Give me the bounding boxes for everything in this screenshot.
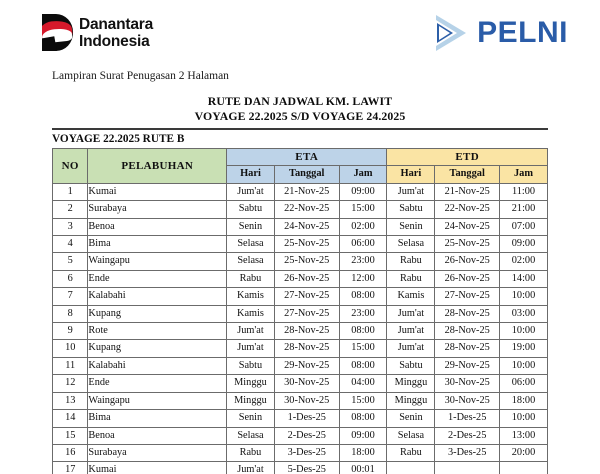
table-row [53,357,548,374]
cell-etd-tanggal: 29-Nov-25 [435,357,500,374]
cell-eta-tanggal: 25-Nov-25 [274,253,339,270]
cell-no: 4 [53,236,88,253]
cell-pelabuhan: Waingapu [88,392,227,409]
table-row [53,270,548,287]
cell-pelabuhan: Bima [88,410,227,427]
cell-etd-tanggal: 26-Nov-25 [435,270,500,287]
cell-no: 8 [53,305,88,322]
cell-etd-hari: Sabtu [387,201,435,218]
cell-eta-jam: 23:00 [339,253,387,270]
table-row [53,183,548,200]
table-row [53,427,548,444]
column-header-no: NO [53,149,88,184]
cell-eta-tanggal: 24-Nov-25 [274,218,339,235]
table-row [53,375,548,392]
cell-eta-tanggal: 3-Des-25 [274,444,339,461]
cell-eta-hari: Senin [227,410,275,427]
cell-etd-jam: 10:00 [500,288,548,305]
cell-no: 13 [53,392,88,409]
column-header-eta-hari: Hari [227,166,275,183]
page-title-line2: VOYAGE 22.2025 S/D VOYAGE 24.2025 [194,108,406,123]
cell-no: 5 [53,253,88,270]
cell-etd-hari: Jum'at [387,305,435,322]
cell-etd-jam: 09:00 [500,236,548,253]
cell-etd-jam: 10:00 [500,357,548,374]
cell-etd-jam [500,462,548,474]
table-row [53,253,548,270]
cell-eta-tanggal: 28-Nov-25 [274,323,339,340]
cell-etd-hari: Kamis [387,288,435,305]
cell-no: 1 [53,183,88,200]
cell-eta-tanggal: 26-Nov-25 [274,270,339,287]
cell-no: 7 [53,288,88,305]
cell-etd-hari: Senin [387,410,435,427]
column-header-eta-tanggal: Tanggal [274,166,339,183]
cell-eta-hari: Selasa [227,253,275,270]
cell-pelabuhan: Waingapu [88,253,227,270]
cell-eta-jam: 09:00 [339,183,387,200]
cell-eta-jam: 18:00 [339,444,387,461]
pelni-chevron-icon [435,14,471,52]
cell-etd-tanggal: 28-Nov-25 [435,340,500,357]
cell-eta-tanggal: 30-Nov-25 [274,375,339,392]
cell-etd-tanggal: 28-Nov-25 [435,323,500,340]
cell-etd-jam: 07:00 [500,218,548,235]
cell-no: 2 [53,201,88,218]
table-row [53,392,548,409]
cell-no: 14 [53,410,88,427]
cell-etd-hari: Jum'at [387,340,435,357]
cell-no: 11 [53,357,88,374]
cell-eta-jam: 08:00 [339,288,387,305]
cell-eta-tanggal: 30-Nov-25 [274,392,339,409]
cell-etd-jam: 18:00 [500,392,548,409]
table-row [53,288,548,305]
cell-eta-jam: 09:00 [339,427,387,444]
cell-pelabuhan: Kalabahi [88,288,227,305]
schedule-table [52,148,548,474]
danantara-logo [42,14,153,51]
cell-eta-tanggal: 27-Nov-25 [274,305,339,322]
cell-etd-hari: Rabu [387,253,435,270]
column-header-eta-jam: Jam [339,166,387,183]
cell-etd-tanggal: 30-Nov-25 [435,375,500,392]
table-row [53,218,548,235]
cell-etd-hari [387,462,435,474]
document-header-logos [0,10,600,62]
cell-no: 12 [53,375,88,392]
cell-etd-hari: Minggu [387,375,435,392]
cell-etd-tanggal: 22-Nov-25 [435,201,500,218]
cell-eta-jam: 15:00 [339,201,387,218]
cell-pelabuhan: Surabaya [88,444,227,461]
cell-etd-hari: Rabu [387,444,435,461]
cell-eta-tanggal: 2-Des-25 [274,427,339,444]
cell-eta-jam: 08:00 [339,410,387,427]
danantara-name-line1: Danantara [79,15,154,33]
cell-pelabuhan: Surabaya [88,201,227,218]
cell-etd-tanggal: 3-Des-25 [435,444,500,461]
cell-no: 3 [53,218,88,235]
cell-pelabuhan: Kumai [88,462,227,474]
cell-eta-hari: Jum'at [227,462,275,474]
danantara-swoosh-icon [42,14,73,51]
cell-etd-hari: Sabtu [387,357,435,374]
table-row [53,201,548,218]
cell-etd-jam: 20:00 [500,444,548,461]
cell-etd-jam: 21:00 [500,201,548,218]
pelni-wordmark: PELNI [477,16,568,49]
schedule-table-head [53,149,548,184]
column-header-etd-jam: Jam [500,166,548,183]
cell-no: 10 [53,340,88,357]
cell-etd-tanggal: 24-Nov-25 [435,218,500,235]
cell-etd-tanggal: 27-Nov-25 [435,288,500,305]
cell-etd-tanggal: 1-Des-25 [435,410,500,427]
cell-etd-hari: Rabu [387,270,435,287]
cell-etd-tanggal [435,462,500,474]
page-title-line1: RUTE DAN JADWAL KM. LAWIT [207,94,393,108]
cell-eta-hari: Kamis [227,305,275,322]
cell-eta-jam: 12:00 [339,270,387,287]
attachment-note: Lampiran Surat Penugasan 2 Halaman [52,70,229,82]
cell-etd-jam: 02:00 [500,253,548,270]
cell-pelabuhan: Kupang [88,305,227,322]
cell-eta-tanggal: 21-Nov-25 [274,183,339,200]
table-row [53,444,548,461]
column-header-etd-hari: Hari [387,166,435,183]
column-group-header-eta: ETA [227,149,387,166]
cell-etd-hari: Senin [387,218,435,235]
cell-etd-jam: 10:00 [500,410,548,427]
page-title [0,94,600,123]
cell-etd-tanggal: 2-Des-25 [435,427,500,444]
cell-eta-hari: Jum'at [227,183,275,200]
cell-no: 15 [53,427,88,444]
title-divider [52,128,548,130]
cell-eta-hari: Jum'at [227,323,275,340]
cell-etd-tanggal: 30-Nov-25 [435,392,500,409]
cell-eta-jam: 08:00 [339,357,387,374]
cell-eta-hari: Sabtu [227,201,275,218]
column-group-header-etd: ETD [387,149,548,166]
cell-eta-hari: Kamis [227,288,275,305]
cell-etd-tanggal: 28-Nov-25 [435,305,500,322]
cell-pelabuhan: Kumai [88,183,227,200]
cell-eta-hari: Rabu [227,444,275,461]
cell-etd-jam: 10:00 [500,323,548,340]
cell-eta-jam: 06:00 [339,236,387,253]
cell-etd-hari: Jum'at [387,183,435,200]
cell-eta-tanggal: 28-Nov-25 [274,340,339,357]
cell-eta-tanggal: 22-Nov-25 [274,201,339,218]
cell-etd-jam: 03:00 [500,305,548,322]
cell-eta-hari: Selasa [227,236,275,253]
cell-no: 17 [53,462,88,474]
cell-eta-tanggal: 1-Des-25 [274,410,339,427]
cell-pelabuhan: Benoa [88,218,227,235]
schedule-table-body [53,183,548,474]
column-header-etd-tanggal: Tanggal [435,166,500,183]
cell-eta-jam: 08:00 [339,323,387,340]
cell-etd-hari: Selasa [387,427,435,444]
cell-pelabuhan: Kupang [88,340,227,357]
cell-eta-tanggal: 29-Nov-25 [274,357,339,374]
voyage-route-label: VOYAGE 22.2025 RUTE B [52,133,185,145]
cell-etd-jam: 13:00 [500,427,548,444]
cell-pelabuhan: Benoa [88,427,227,444]
cell-etd-hari: Selasa [387,236,435,253]
cell-eta-hari: Rabu [227,270,275,287]
table-row [53,462,548,474]
danantara-name-line2: Indonesia [79,32,150,50]
table-row [53,323,548,340]
cell-eta-jam: 04:00 [339,375,387,392]
cell-etd-jam: 06:00 [500,375,548,392]
cell-etd-jam: 11:00 [500,183,548,200]
table-row [53,236,548,253]
cell-eta-jam: 02:00 [339,218,387,235]
cell-etd-jam: 14:00 [500,270,548,287]
table-row [53,340,548,357]
cell-etd-hari: Jum'at [387,323,435,340]
cell-etd-tanggal: 25-Nov-25 [435,236,500,253]
table-row [53,305,548,322]
cell-pelabuhan: Kalabahi [88,357,227,374]
danantara-wordmark [79,16,153,50]
cell-no: 9 [53,323,88,340]
cell-etd-tanggal: 26-Nov-25 [435,253,500,270]
cell-eta-hari: Selasa [227,427,275,444]
cell-eta-jam: 23:00 [339,305,387,322]
cell-eta-tanggal: 25-Nov-25 [274,236,339,253]
cell-eta-hari: Minggu [227,375,275,392]
column-header-pelabuhan: PELABUHAN [88,149,227,184]
cell-eta-hari: Jum'at [227,340,275,357]
cell-eta-hari: Senin [227,218,275,235]
cell-eta-tanggal: 5-Des-25 [274,462,339,474]
cell-pelabuhan: Ende [88,375,227,392]
cell-eta-hari: Minggu [227,392,275,409]
cell-eta-jam: 00:01 [339,462,387,474]
cell-eta-tanggal: 27-Nov-25 [274,288,339,305]
cell-pelabuhan: Bima [88,236,227,253]
cell-pelabuhan: Rote [88,323,227,340]
cell-etd-hari: Minggu [387,392,435,409]
cell-eta-jam: 15:00 [339,392,387,409]
cell-pelabuhan: Ende [88,270,227,287]
table-row [53,410,548,427]
header-row-top [53,149,548,166]
cell-eta-jam: 15:00 [339,340,387,357]
pelni-logo [435,14,568,52]
cell-no: 6 [53,270,88,287]
cell-etd-tanggal: 21-Nov-25 [435,183,500,200]
cell-no: 16 [53,444,88,461]
cell-etd-jam: 19:00 [500,340,548,357]
cell-eta-hari: Sabtu [227,357,275,374]
